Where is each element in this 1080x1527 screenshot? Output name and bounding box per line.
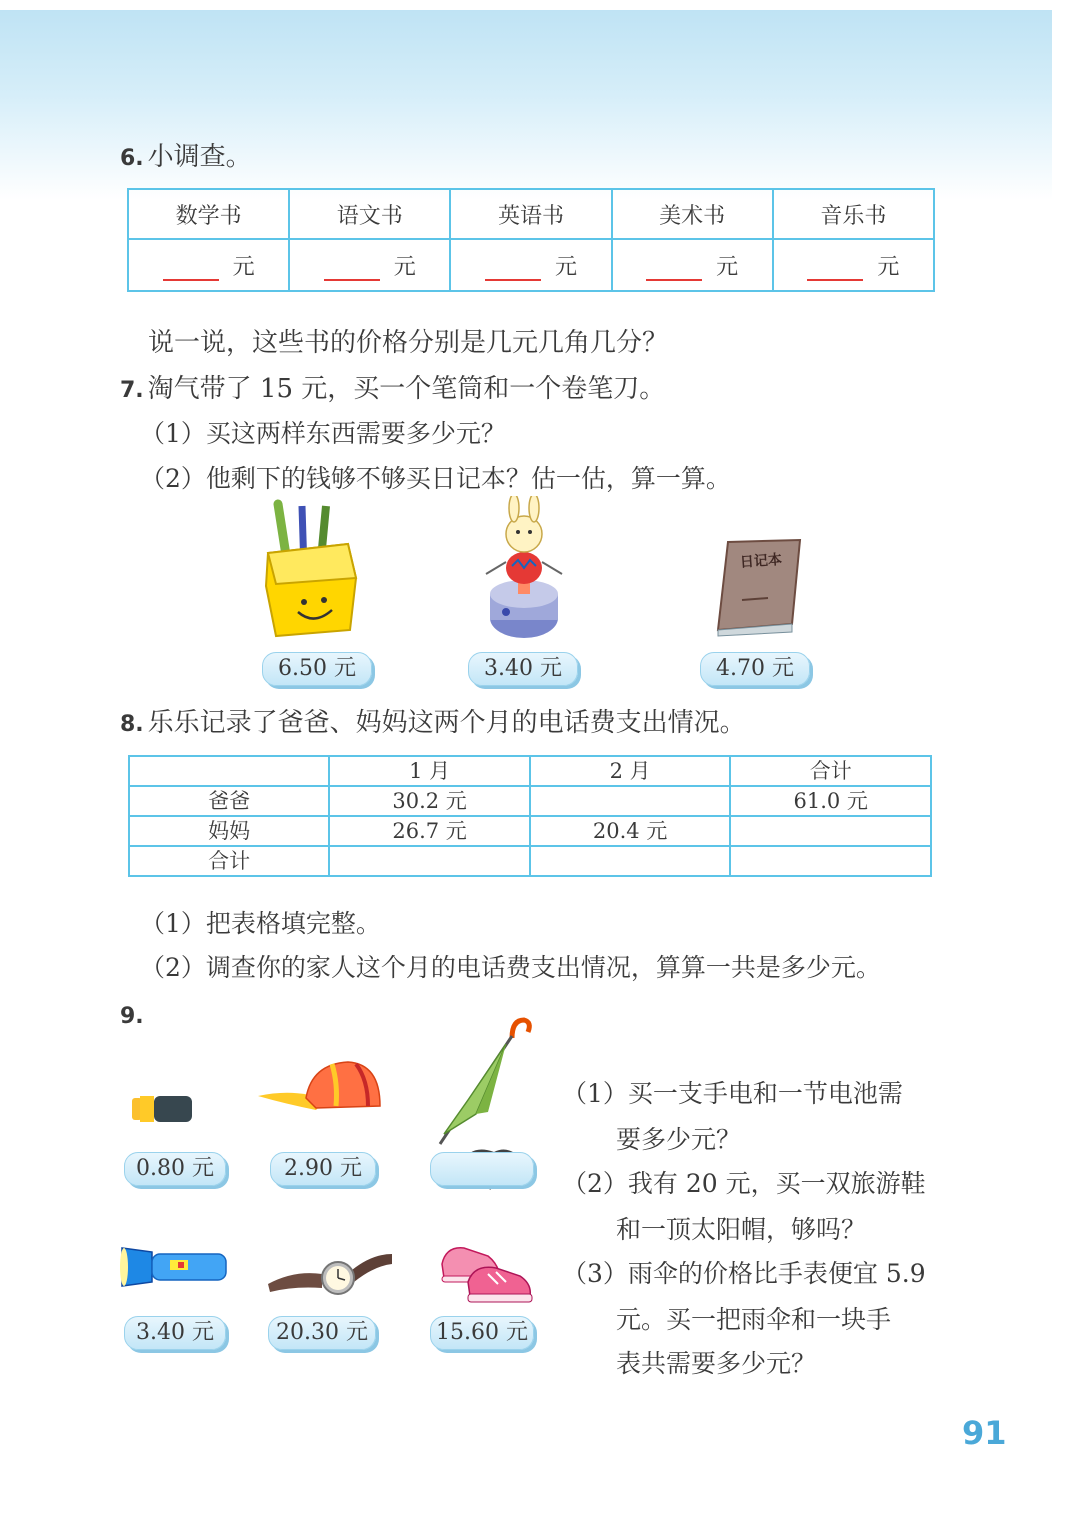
q8-header-cell: 合计 xyxy=(730,756,931,786)
q8-sub2: （2）调查你的家人这个月的电话费支出情况，算算一共是多少元。 xyxy=(140,953,881,982)
diary-icon xyxy=(712,538,804,638)
unit-label: 元 xyxy=(232,254,255,280)
unit-label: 元 xyxy=(716,254,739,280)
table-row xyxy=(129,786,931,816)
q6-header-cell: 英语书 xyxy=(450,189,611,239)
q9-sub3-line2: 元。买一把雨伞和一块手 xyxy=(616,1305,892,1334)
q9-heading xyxy=(120,1000,148,1030)
q9-sub3-line3: 表共需要多少元？ xyxy=(616,1349,817,1378)
q6-answer-cell[interactable] xyxy=(450,239,611,291)
pen-holder-icon xyxy=(258,498,368,640)
q7-sub2: （2）他剩下的钱够不够买日记本？估一估，算一算。 xyxy=(140,464,731,493)
q9-number: 9. xyxy=(120,1004,144,1029)
q8-cell: 30.2 元 xyxy=(329,786,530,816)
q6-heading xyxy=(120,136,252,173)
q8-blank-cell[interactable] xyxy=(329,846,530,876)
q6-header-cell: 语文书 xyxy=(289,189,450,239)
q8-sub1: （1）把表格填完整。 xyxy=(140,909,381,938)
q9-sub2-line2: 和一顶太阳帽，够吗？ xyxy=(616,1215,867,1244)
q8-row-label: 合计 xyxy=(129,846,329,876)
q8-blank-cell[interactable] xyxy=(530,786,731,816)
price-tag-pen-holder: 6.50 元 xyxy=(262,652,372,686)
q8-header-cell: 1 月 xyxy=(329,756,530,786)
unit-label: 元 xyxy=(877,254,900,280)
q6-answer-cell[interactable] xyxy=(773,239,934,291)
q6-answer-cell[interactable] xyxy=(289,239,450,291)
q9-sub1-line1: （1）买一支手电和一节电池需 xyxy=(562,1079,903,1108)
price-tag-sneakers: 15.60 元 xyxy=(430,1316,534,1350)
q7-sub1: （1）买这两样东西需要多少元？ xyxy=(140,419,506,448)
battery-icon xyxy=(130,1092,194,1126)
table-row xyxy=(129,846,931,876)
q6-number: 6. xyxy=(120,146,144,171)
answer-blank[interactable] xyxy=(163,259,219,281)
q6-header-cell: 数学书 xyxy=(128,189,289,239)
price-tag-flashlight: 3.40 元 xyxy=(124,1316,226,1350)
price-tag-hat: 2.90 元 xyxy=(270,1152,376,1186)
q8-header-cell xyxy=(129,756,329,786)
q6-header-cell: 美术书 xyxy=(612,189,773,239)
diary-cover-label: 日记本 xyxy=(739,551,783,571)
answer-blank[interactable] xyxy=(646,259,702,281)
wristwatch-icon xyxy=(264,1248,396,1296)
answer-blank[interactable] xyxy=(485,259,541,281)
answer-blank[interactable] xyxy=(324,259,380,281)
q8-blank-cell[interactable] xyxy=(730,846,931,876)
q7-number: 7. xyxy=(120,378,144,403)
unit-label: 元 xyxy=(554,254,577,280)
sun-hat-icon xyxy=(256,1058,384,1118)
q9-sub2-line1: （2）我有 20 元，买一双旅游鞋 xyxy=(562,1169,926,1198)
table-row xyxy=(129,816,931,846)
q9-sub1-line2: 要多少元？ xyxy=(616,1125,742,1154)
q8-cell: 26.7 元 xyxy=(329,816,530,846)
pencil-sharpener-icon xyxy=(482,496,566,644)
q8-phone-bill-table xyxy=(128,755,932,877)
q7-heading xyxy=(120,368,665,405)
page-number: 91 xyxy=(962,1414,1007,1452)
q6-header-cell: 音乐书 xyxy=(773,189,934,239)
q6-prompt: 说一说，这些书的价格分别是几元几角几分？ xyxy=(148,328,669,358)
price-tag-diary: 4.70 元 xyxy=(700,652,810,686)
q9-sub3-line1: （3）雨伞的价格比手表便宜 5.9 xyxy=(562,1259,926,1288)
q8-number: 8. xyxy=(120,712,144,737)
q8-blank-cell[interactable] xyxy=(730,816,931,846)
q6-title: 小调查。 xyxy=(147,142,252,172)
q8-heading xyxy=(120,702,746,739)
q8-row-label: 妈妈 xyxy=(129,816,329,846)
q6-answer-cell[interactable] xyxy=(128,239,289,291)
q8-row-label: 爸爸 xyxy=(129,786,329,816)
q8-blank-cell[interactable] xyxy=(530,846,731,876)
price-tag-sharpener: 3.40 元 xyxy=(468,652,578,686)
price-tag-battery: 0.80 元 xyxy=(124,1152,226,1186)
q6-answer-cell[interactable] xyxy=(612,239,773,291)
answer-blank[interactable] xyxy=(807,259,863,281)
sneakers-icon xyxy=(438,1242,534,1304)
q8-text: 乐乐记录了爸爸、妈妈这两个月的电话费支出情况。 xyxy=(147,708,746,738)
q6-survey-table xyxy=(127,188,935,292)
unit-label: 元 xyxy=(393,254,416,280)
price-tag-watch: 20.30 元 xyxy=(268,1316,376,1350)
q8-cell: 61.0 元 xyxy=(730,786,931,816)
q8-header-cell: 2 月 xyxy=(530,756,731,786)
q8-cell: 20.4 元 xyxy=(530,816,731,846)
price-tag-umbrella xyxy=(430,1152,534,1186)
q7-text: 淘气带了 15 元，买一个笔筒和一个卷笔刀。 xyxy=(147,374,666,404)
flashlight-icon xyxy=(118,1242,230,1292)
